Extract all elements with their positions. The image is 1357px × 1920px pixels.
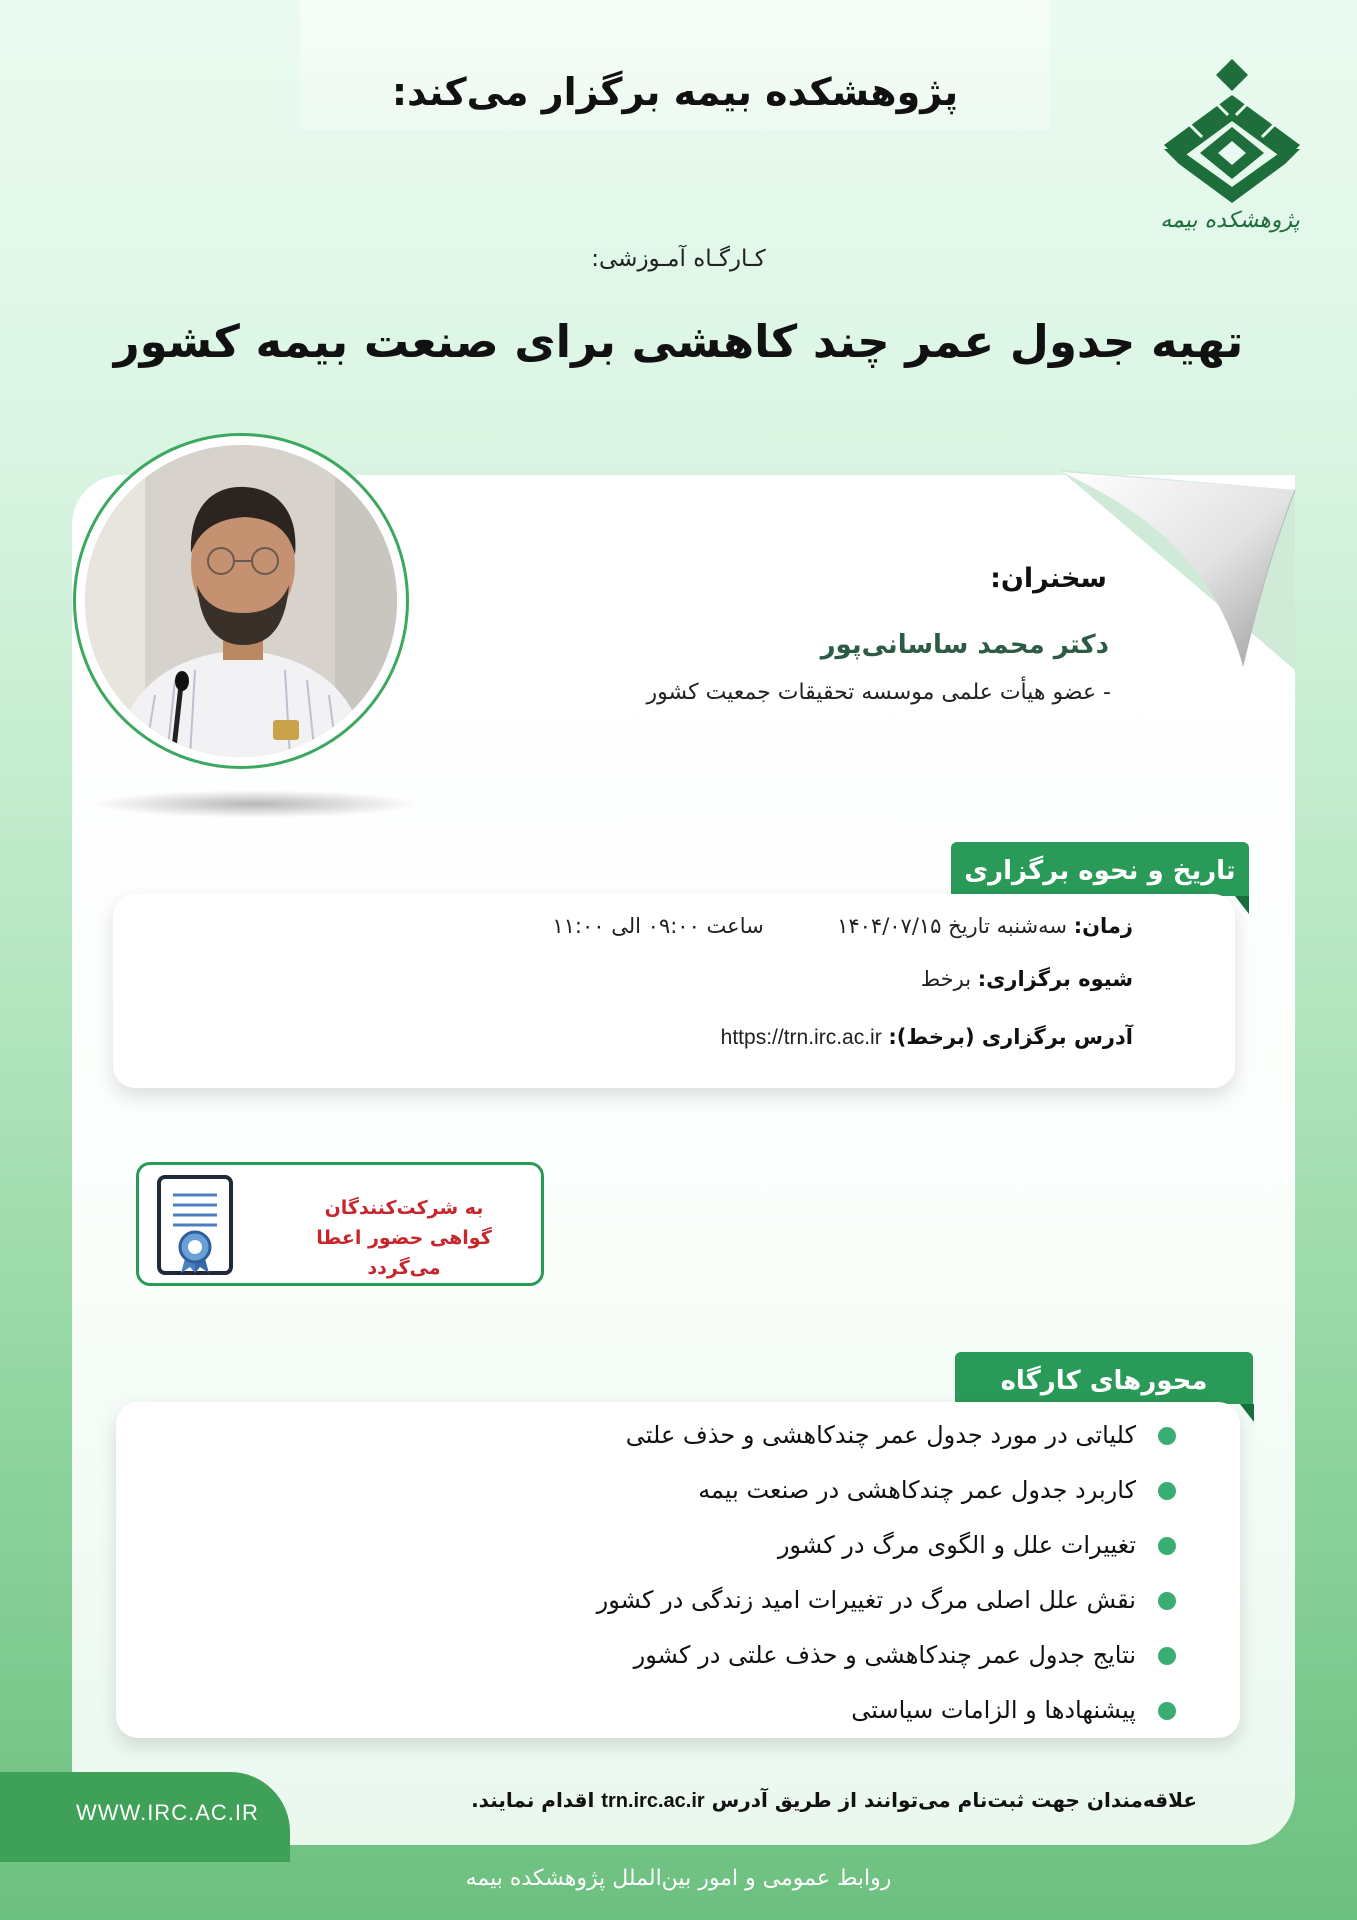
address-row: [721, 1025, 1133, 1050]
hours-value: ساعت ۰۹:۰۰ الی ۱۱:۰۰: [552, 914, 764, 938]
mode-value: برخط: [920, 967, 972, 991]
topic-item: [597, 1408, 1176, 1463]
time-row: [552, 914, 1133, 938]
topic-text: نقش علل اصلی مرگ در تغییرات امید زندگی در کشور: [596, 1586, 1136, 1614]
topic-item: [597, 1573, 1176, 1628]
institute-logo-icon: [1160, 55, 1305, 205]
registration-link[interactable]: trn.irc.ac.ir: [601, 1790, 705, 1812]
topic-text: کلیاتی در مورد جدول عمر چندکاهشی و حذف علتی: [625, 1421, 1136, 1449]
topics-list: [597, 1408, 1176, 1738]
mode-label: شیوه برگزاری:: [977, 967, 1133, 991]
bullet-icon: [1158, 1647, 1176, 1665]
bullet-icon: [1158, 1427, 1176, 1445]
schedule-box: [113, 894, 1235, 1088]
bullet-icon: [1158, 1482, 1176, 1500]
schedule-tab: [951, 842, 1249, 896]
topics-tab: [955, 1352, 1253, 1404]
photo-shadow: [90, 790, 420, 818]
organizer-title: پژوهشکده بیمه برگزار می‌کند:: [391, 70, 959, 114]
topic-item: [597, 1463, 1176, 1518]
website-link[interactable]: WWW.IRC.AC.IR: [76, 1800, 259, 1825]
topics-box: [116, 1402, 1240, 1738]
speaker-portrait-icon: [85, 445, 397, 757]
registration-pre: علاقه‌مندان جهت ثبت‌نام می‌توانند از طریق آدرس: [711, 1788, 1197, 1812]
time-label: زمان:: [1073, 914, 1133, 938]
registration-post: اقدام نمایند.: [471, 1788, 595, 1812]
schedule-tab-label: تاریخ و نحوه برگزاری: [964, 856, 1236, 886]
workshop-label: کـارگـاه آمـوزشی:: [591, 246, 766, 272]
date-value: سه‌شنبه تاریخ ۱۴۰۴/۰۷/۱۵: [837, 914, 1067, 938]
schedule-tab-fold: [1235, 896, 1249, 914]
topic-text: تغییرات علل و الگوی مرگ در کشور: [777, 1531, 1136, 1559]
logo-text: پژوهشکده بیمه: [1160, 208, 1300, 233]
certificate-box: [136, 1162, 544, 1286]
bullet-icon: [1158, 1592, 1176, 1610]
topic-item: [597, 1683, 1176, 1738]
speaker-photo: [85, 445, 397, 757]
certificate-text: [289, 1193, 519, 1283]
footer-department: روابط عمومی و امور بین‌الملل پژوهشکده بیمه: [465, 1866, 892, 1891]
bullet-icon: [1158, 1702, 1176, 1720]
certificate-icon: [155, 1173, 235, 1277]
certificate-line-1: به شرکت‌کنندگان: [324, 1197, 484, 1219]
topic-text: کاربرد جدول عمر چندکاهشی در صنعت بیمه: [698, 1476, 1136, 1504]
workshop-title: تهیه جدول عمر چند کاهشی برای صنعت بیمه کشور: [113, 315, 1244, 368]
speaker-role: - عضو هیأت علمی موسسه تحقیقات جمعیت کشور: [646, 680, 1111, 705]
topic-text: نتایج جدول عمر چندکاهشی و حذف علتی در کشور: [633, 1641, 1136, 1669]
topics-tab-fold: [1240, 1404, 1254, 1422]
mode-row: [921, 967, 1133, 991]
certificate-line-2: گواهی حضور اعطا می‌گردد: [316, 1227, 492, 1279]
registration-note: [471, 1788, 1197, 1813]
topic-text: پیشنهادها و الزامات سیاستی: [851, 1696, 1136, 1724]
bullet-icon: [1158, 1537, 1176, 1555]
address-label: آدرس برگزاری (برخط):: [888, 1025, 1133, 1049]
topic-item: [597, 1518, 1176, 1573]
topics-tab-label: محورهای کارگاه: [1000, 1366, 1208, 1396]
speaker-name: دکتر محمد ساسانی‌پور: [820, 630, 1109, 660]
topic-item: [597, 1628, 1176, 1683]
address-link[interactable]: https://trn.irc.ac.ir: [720, 1026, 882, 1049]
speaker-label: سخنران:: [990, 563, 1107, 594]
